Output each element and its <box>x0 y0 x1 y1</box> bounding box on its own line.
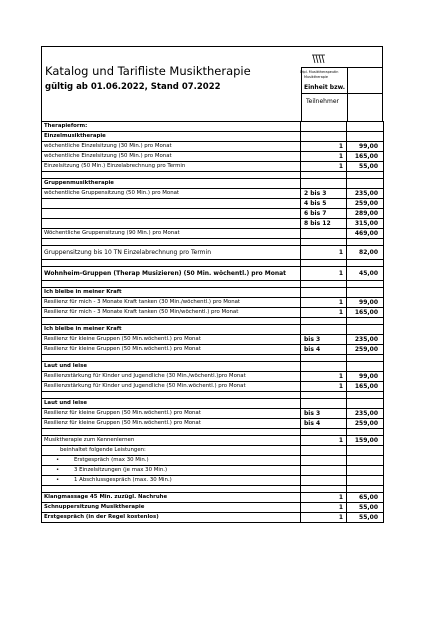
row-description <box>42 318 301 325</box>
row-description <box>42 209 301 219</box>
row-price: 259,00 <box>347 345 384 355</box>
row-description <box>42 399 301 409</box>
table-row <box>42 372 384 382</box>
row-description <box>42 246 301 260</box>
table-row <box>42 179 384 189</box>
row-description-text: Gruppenmusiktherapie <box>44 180 114 186</box>
row-description <box>42 436 301 446</box>
row-units: 1 <box>301 267 347 281</box>
table-row <box>42 325 384 335</box>
row-price: 99,00 <box>347 372 384 382</box>
row-units: bis 3 <box>301 335 347 345</box>
row-price: 469,00 <box>347 229 384 239</box>
row-description <box>42 345 301 355</box>
row-description <box>42 298 301 308</box>
row-description-text: Musiktherapie zum Kennenlernen <box>44 437 135 443</box>
row-units: 1 <box>301 246 347 260</box>
row-description-text: Therapieform: <box>44 123 88 129</box>
divider <box>301 67 302 121</box>
row-description-text: wöchentliche Gruppensitzung (50 Min.) pro Monat <box>44 190 180 196</box>
row-units <box>301 446 347 456</box>
row-description-text: Resilienzstärkung für Kinder und Jugendliche (50 Min.wöchentl.) pro Monat <box>44 383 246 389</box>
row-units <box>301 325 347 335</box>
row-description <box>42 392 301 399</box>
row-description-text: Ich bleibe in meiner Kraft <box>44 326 122 332</box>
row-units: 1 <box>301 436 347 446</box>
row-description <box>42 325 301 335</box>
row-description-text: wöchentliche Einzelsitzung (50 Min.) pro Monat <box>44 153 172 159</box>
bullet-icon: • <box>56 457 60 463</box>
table-row <box>42 229 384 239</box>
table-row <box>42 513 384 523</box>
divider <box>301 93 382 94</box>
table-row <box>42 308 384 318</box>
table-row <box>42 267 384 281</box>
table-row <box>42 142 384 152</box>
row-description-text: Laut und leise <box>44 363 87 369</box>
row-price: 165,00 <box>347 308 384 318</box>
spacer-row <box>42 355 384 362</box>
row-description <box>42 372 301 382</box>
row-price: 65,00 <box>347 493 384 503</box>
row-price <box>347 486 384 493</box>
row-description <box>42 288 301 298</box>
row-price <box>347 281 384 288</box>
row-units <box>301 172 347 179</box>
row-units <box>301 122 347 132</box>
row-units <box>301 392 347 399</box>
row-units: 1 <box>301 162 347 172</box>
row-description <box>42 199 301 209</box>
row-price: 259,00 <box>347 199 384 209</box>
row-description <box>42 409 301 419</box>
row-description-text: Resilienz für mich - 3 Monate Kraft tanken (50 Min/wöchentl.) pro Monat <box>44 309 239 315</box>
spacer-row <box>42 172 384 179</box>
spacer-row <box>42 260 384 267</box>
row-price <box>347 446 384 456</box>
row-price: 82,00 <box>347 246 384 260</box>
row-price: 55,00 <box>347 162 384 172</box>
table-row <box>42 446 384 456</box>
row-units <box>301 229 347 239</box>
row-units: bis 4 <box>301 419 347 429</box>
row-units: 6 bis 7 <box>301 209 347 219</box>
spacer-row <box>42 318 384 325</box>
row-units: 1 <box>301 308 347 318</box>
table-row <box>42 476 384 486</box>
bullet-icon: • <box>56 467 60 473</box>
row-units <box>301 456 347 466</box>
row-description <box>42 419 301 429</box>
row-price: 99,00 <box>347 298 384 308</box>
logo-mark-icon <box>312 53 326 67</box>
row-description <box>42 355 301 362</box>
row-description-text: beinhaltet folgende Leistungen: <box>60 447 146 453</box>
row-price <box>347 355 384 362</box>
row-description <box>42 308 301 318</box>
row-description <box>42 122 301 132</box>
row-description <box>42 429 301 436</box>
row-units <box>301 179 347 189</box>
row-price: 289,00 <box>347 209 384 219</box>
row-description-text: Einzelmusiktherapie <box>44 133 106 139</box>
row-units: 1 <box>301 503 347 513</box>
row-price <box>347 392 384 399</box>
row-units <box>301 466 347 476</box>
row-description <box>42 493 301 503</box>
table-row <box>42 466 384 476</box>
tariff-table <box>41 121 384 523</box>
logo-text-2: Musiktherapie <box>304 75 328 79</box>
row-description <box>42 132 301 142</box>
table-row <box>42 493 384 503</box>
row-description-text: Wohnheim-Gruppen (Therap Musizieren) (50 Min. wöchentl.) pro Monat <box>44 270 287 277</box>
row-description-text: Resilienz für kleine Gruppen (50 Min.wöchentl.) pro Monat <box>44 346 201 352</box>
row-price: 55,00 <box>347 513 384 523</box>
row-description-text: Erstgespräch (max 30 Min.) <box>74 457 149 463</box>
row-units: 4 bis 5 <box>301 199 347 209</box>
row-description-text: Resilienz für mich - 3 Monate Kraft tanken (30 Min./wöchentl.) pro Monat <box>44 299 241 305</box>
row-price: 165,00 <box>347 382 384 392</box>
row-price: 45,00 <box>347 267 384 281</box>
row-description <box>42 486 301 493</box>
divider <box>301 67 382 68</box>
row-description-text: Gruppensitzung bis 10 TN Einzelabrechnung pro Termin <box>44 249 211 256</box>
row-units <box>301 355 347 362</box>
row-units <box>301 281 347 288</box>
row-description <box>42 446 301 456</box>
row-description <box>42 281 301 288</box>
row-units: 2 bis 3 <box>301 189 347 199</box>
row-units <box>301 318 347 325</box>
row-units <box>301 260 347 267</box>
table-row <box>42 162 384 172</box>
row-description <box>42 172 301 179</box>
table-row <box>42 362 384 372</box>
row-description <box>42 229 301 239</box>
spacer-row <box>42 281 384 288</box>
row-units: 8 bis 12 <box>301 219 347 229</box>
spacer-row <box>42 429 384 436</box>
logo-text-1: Dipl. Musiktherapeutin <box>300 70 339 74</box>
row-price: 259,00 <box>347 419 384 429</box>
row-units <box>301 239 347 246</box>
table-row <box>42 345 384 355</box>
row-price <box>347 429 384 436</box>
spacer-row <box>42 392 384 399</box>
row-description <box>42 513 301 523</box>
row-price <box>347 318 384 325</box>
table-row <box>42 288 384 298</box>
table-row <box>42 152 384 162</box>
row-description <box>42 179 301 189</box>
unit-column-header: Einheit bzw. <box>304 84 346 91</box>
row-price <box>347 466 384 476</box>
row-price <box>347 132 384 142</box>
row-price: 235,00 <box>347 335 384 345</box>
unit-column-subheader: Teilnehmer <box>306 98 339 105</box>
table-row <box>42 436 384 446</box>
sheet-header <box>41 46 383 121</box>
row-price <box>347 239 384 246</box>
row-price <box>347 288 384 298</box>
row-description-text: Resilienzstärkung für Kinder und Jugendliche (30 Min./wöchentl.)pro Monat <box>44 373 246 379</box>
row-description-text: Schnuppersitzung Musiktherapie <box>44 504 145 510</box>
table-row <box>42 382 384 392</box>
row-price: 159,00 <box>347 436 384 446</box>
spacer-row <box>42 486 384 493</box>
row-price <box>347 399 384 409</box>
validity-subtitle: gültig ab 01.06.2022, Stand 07.2022 <box>45 82 221 92</box>
row-units: 1 <box>301 493 347 503</box>
row-units: bis 3 <box>301 409 347 419</box>
row-price: 235,00 <box>347 409 384 419</box>
row-description-text: Resilienz für kleine Gruppen (50 Min.wöchentl.) pro Monat <box>44 420 201 426</box>
row-description <box>42 267 301 281</box>
row-description <box>42 162 301 172</box>
logo <box>300 53 340 87</box>
row-description <box>42 152 301 162</box>
row-description <box>42 456 301 466</box>
row-description <box>42 466 301 476</box>
row-price <box>347 179 384 189</box>
row-description-text: Resilienz für kleine Gruppen (50 Min.wöchentl.) pro Monat <box>44 336 201 342</box>
table-row <box>42 419 384 429</box>
row-price <box>347 325 384 335</box>
row-description-text: Klangmassage 45 Min. zuzügl. Nachruhe <box>44 494 168 500</box>
row-description <box>42 142 301 152</box>
row-units: 1 <box>301 382 347 392</box>
row-description-text: Erstgespräch (in der Regel kostenlos) <box>44 514 159 520</box>
tariff-table-body <box>42 122 384 523</box>
table-row <box>42 219 384 229</box>
row-units <box>301 399 347 409</box>
row-description-text: Ich bleibe in meiner Kraft <box>44 289 122 295</box>
row-price: 99,00 <box>347 142 384 152</box>
row-price <box>347 456 384 466</box>
row-price <box>347 122 384 132</box>
row-description-text: wöchentliche Einzelsitzung (30 Min.) pro Monat <box>44 143 172 149</box>
row-price <box>347 172 384 179</box>
row-description-text: Wöchentliche Gruppensitzung (90 Min.) pro Monat <box>44 230 180 236</box>
spacer-row <box>42 239 384 246</box>
table-row <box>42 122 384 132</box>
table-row <box>42 456 384 466</box>
row-price <box>347 260 384 267</box>
row-description <box>42 503 301 513</box>
table-row <box>42 209 384 219</box>
row-units <box>301 429 347 436</box>
table-row <box>42 189 384 199</box>
table-row <box>42 199 384 209</box>
row-price: 55,00 <box>347 503 384 513</box>
table-row <box>42 246 384 260</box>
bullet-icon: • <box>56 477 60 483</box>
row-description-text: 1 Abschlussgespräch (max. 30 Min.) <box>74 477 172 483</box>
row-description-text: Einzelsitzung (50 Min.) Einzelabrechnung pro Termin <box>44 163 186 169</box>
row-units: 1 <box>301 513 347 523</box>
row-description <box>42 476 301 486</box>
row-units <box>301 288 347 298</box>
row-description-text: Resilienz für kleine Gruppen (50 Min.wöchentl.) pro Monat <box>44 410 201 416</box>
row-description <box>42 335 301 345</box>
row-description-text: Laut und leise <box>44 400 87 406</box>
row-units: 1 <box>301 298 347 308</box>
table-row <box>42 409 384 419</box>
row-price: 165,00 <box>347 152 384 162</box>
row-description <box>42 219 301 229</box>
row-description <box>42 362 301 372</box>
row-description <box>42 239 301 246</box>
table-row <box>42 132 384 142</box>
row-description-text: 3 Einzelsitzungen (je max 30 Min.) <box>74 467 168 473</box>
row-price <box>347 476 384 486</box>
price-sheet <box>41 46 383 523</box>
row-description <box>42 382 301 392</box>
table-row <box>42 298 384 308</box>
row-units <box>301 486 347 493</box>
row-units <box>301 362 347 372</box>
table-row <box>42 503 384 513</box>
row-price: 315,00 <box>347 219 384 229</box>
row-price: 235,00 <box>347 189 384 199</box>
row-units <box>301 132 347 142</box>
row-description <box>42 189 301 199</box>
table-row <box>42 335 384 345</box>
row-units: 1 <box>301 152 347 162</box>
row-units: 1 <box>301 372 347 382</box>
row-description <box>42 260 301 267</box>
row-units: 1 <box>301 142 347 152</box>
row-units <box>301 476 347 486</box>
row-units: bis 4 <box>301 345 347 355</box>
row-price <box>347 362 384 372</box>
divider <box>347 67 348 121</box>
table-row <box>42 399 384 409</box>
page-title: Katalog und Tarifliste Musiktherapie <box>45 64 251 78</box>
